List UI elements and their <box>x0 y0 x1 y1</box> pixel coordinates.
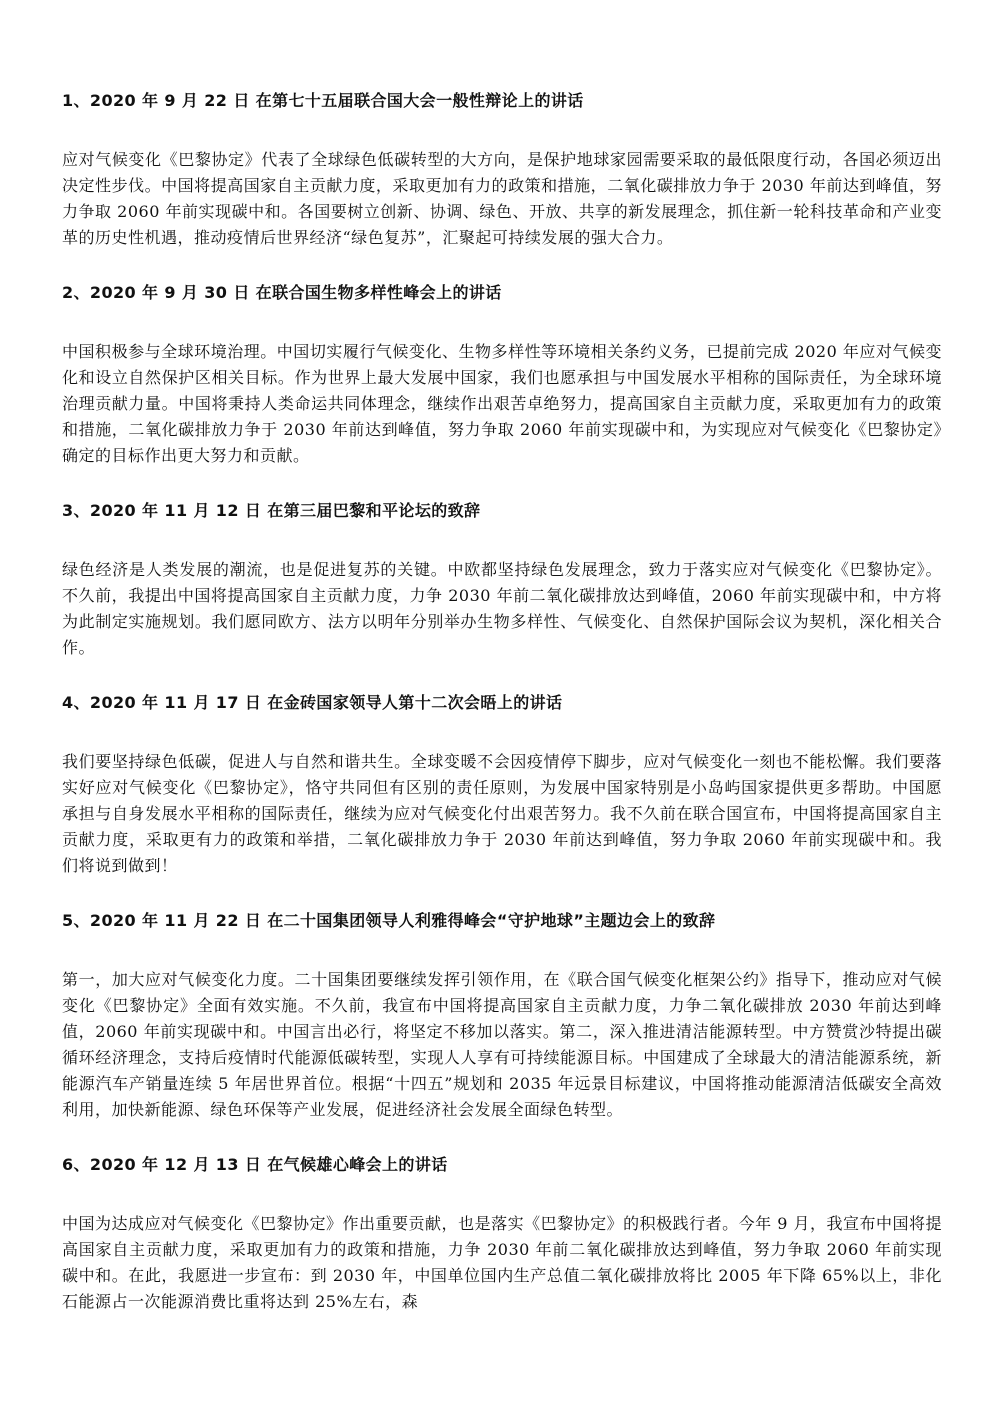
section-6 <box>62 1149 942 1315</box>
section-heading: 6、2020 年 12 月 13 日 在气候雄心峰会上的讲话 <box>62 1155 448 1174</box>
section-2 <box>62 277 942 469</box>
section-heading: 4、2020 年 11 月 17 日 在金砖国家领导人第十二次会晤上的讲话 <box>62 693 563 712</box>
section-heading: 3、2020 年 11 月 12 日 在第三届巴黎和平论坛的致辞 <box>62 501 481 520</box>
section-heading: 2、2020 年 9 月 30 日 在联合国生物多样性峰会上的讲话 <box>62 283 502 302</box>
section-body: 中国为达成应对气候变化《巴黎协定》作出重要贡献，也是落实《巴黎协定》的积极践行者。今年 9 月，我宣布中国将提高国家自主贡献力度，采取更加有力的政策和措施，力争 2030 年前二氧化碳排放达到峰值，努力争取 2060 年前实现碳中和。在此，我愿进一步宣布：到 2030 年，中国单位国内生产总值二氧化碳排放将比 2005 年下降 65%以上，非化石能源占一次能源消费比重将达到 25%左右，森 <box>62 1214 942 1311</box>
section-body: 第一，加大应对气候变化力度。二十国集团要继续发挥引领作用，在《联合国气候变化框架公约》指导下，推动应对气候变化《巴黎协定》全面有效实施。不久前，我宣布中国将提高国家自主贡献力度，力争二氧化碳排放 2030 年前达到峰值，2060 年前实现碳中和。中国言出必行，将坚定不移加以落实。第二，深入推进清洁能源转型。中方赞赏沙特提出碳循环经济理念，支持后疫情时代能源低碳转型，实现人人享有可持续能源目标。中国建成了全球最大的清洁能源系统，新能源汽车产销量连续 5 年居世界首位。根据“十四五”规划和 2035 年远景目标建议，中国将推动能源清洁低碳安全高效利用，加快新能源、绿色环保等产业发展，促进经济社会发展全面绿色转型。 <box>62 970 942 1119</box>
section-body: 我们要坚持绿色低碳，促进人与自然和谐共生。全球变暖不会因疫情停下脚步，应对气候变化一刻也不能松懈。我们要落实好应对气候变化《巴黎协定》，恪守共同但有区别的责任原则，为发展中国家特别是小岛屿国家提供更多帮助。中国愿承担与自身发展水平相称的国际责任，继续为应对气候变化付出艰苦努力。我不久前在联合国宣布，中国将提高国家自主贡献力度，采取更有力的政策和举措，二氧化碳排放力争于 2030 年前达到峰值，努力争取 2060 年前实现碳中和。我们将说到做到！ <box>62 752 942 875</box>
document-page <box>62 85 942 1341</box>
section-body: 绿色经济是人类发展的潮流，也是促进复苏的关键。中欧都坚持绿色发展理念，致力于落实应对气候变化《巴黎协定》。不久前，我提出中国将提高国家自主贡献力度，力争 2030 年前二氧化碳排放达到峰值，2060 年前实现碳中和，中方将为此制定实施规划。我们愿同欧方、法方以明年分别举办生物多样性、气候变化、自然保护国际会议为契机，深化相关合作。 <box>62 560 942 657</box>
section-4 <box>62 687 942 879</box>
section-heading: 5、2020 年 11 月 22 日 在二十国集团领导人利雅得峰会“守护地球”主题边会上的致辞 <box>62 911 716 930</box>
section-body: 应对气候变化《巴黎协定》代表了全球绿色低碳转型的大方向，是保护地球家园需要采取的最低限度行动，各国必须迈出决定性步伐。中国将提高国家自主贡献力度，采取更加有力的政策和措施，二氧化碳排放力争于 2030 年前达到峰值，努力争取 2060 年前实现碳中和。各国要树立创新、协调、绿色、开放、共享的新发展理念，抓住新一轮科技革命和产业变革的历史性机遇，推动疫情后世界经济“绿色复苏”，汇聚起可持续发展的强大合力。 <box>62 150 942 247</box>
section-body: 中国积极参与全球环境治理。中国切实履行气候变化、生物多样性等环境相关条约义务，已提前完成 2020 年应对气候变化和设立自然保护区相关目标。作为世界上最大发展中国家，我们也愿承担与中国发展水平相称的国际责任，为全球环境治理贡献力量。中国将秉持人类命运共同体理念，继续作出艰苦卓绝努力，提高国家自主贡献力度，采取更加有力的政策和措施，二氧化碳排放力争于 2030 年前达到峰值，努力争取 2060 年前实现碳中和，为实现应对气候变化《巴黎协定》确定的目标作出更大努力和贡献。 <box>62 342 942 465</box>
section-3 <box>62 495 942 661</box>
section-heading: 1、2020 年 9 月 22 日 在第七十五届联合国大会一般性辩论上的讲话 <box>62 91 584 110</box>
section-1 <box>62 85 942 251</box>
section-5 <box>62 905 942 1123</box>
